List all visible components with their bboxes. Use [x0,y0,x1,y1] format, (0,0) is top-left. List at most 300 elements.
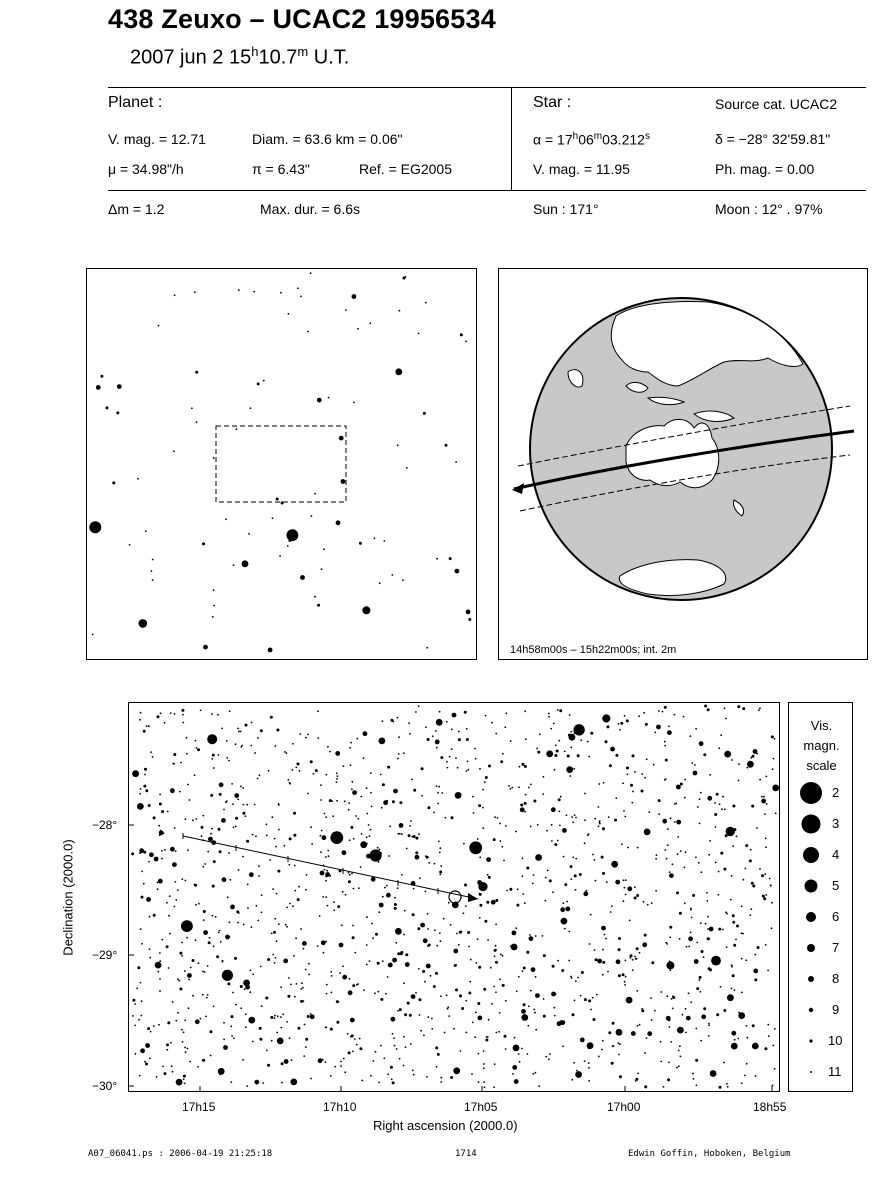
star-dot [302,941,307,946]
star-dot [747,1037,749,1039]
star-dot [305,889,307,891]
star-dot [235,1004,237,1006]
star-dot [701,1014,706,1019]
star-dot [436,945,438,947]
star-dot [403,982,405,984]
star-dot [213,457,215,459]
star-dot [229,921,231,923]
star-dot [292,769,294,771]
star-dot [400,951,403,954]
star-dot [280,1016,282,1018]
star-dot [738,763,740,765]
star-dot [395,928,402,935]
star-dot [551,824,553,826]
star-dot [238,731,240,733]
star-dot [549,1053,551,1055]
star-dot [149,916,151,918]
star-dot [684,779,686,781]
star-dot [447,767,449,769]
star-dot [168,967,170,969]
star-dot [222,877,227,882]
star-dot [520,807,525,812]
star-dot [366,813,368,815]
star-dot [332,815,334,817]
star-dot [711,956,721,966]
star-dot [533,1009,535,1011]
star-dot [177,978,179,980]
star-dot [403,277,406,280]
star-dot [222,960,224,962]
star-dot [542,935,544,937]
star-dot [232,803,234,805]
star-dot [474,1036,476,1038]
star-dot [674,714,676,716]
star-dot [553,1007,555,1009]
star-dot [641,790,644,793]
star-dot [450,924,452,926]
mag-label: 10 [828,1033,843,1048]
star-dot [139,1075,141,1077]
star-dot [145,530,147,532]
star-dot [688,936,693,941]
star-dot [369,835,371,837]
x-tick-label: 18h55 [753,1100,787,1114]
star-dot [700,1040,702,1042]
star-dot [577,754,580,757]
star-dot [731,964,733,966]
star-dot [536,748,538,750]
star-dot [563,856,565,858]
star-dot [718,928,721,931]
star-dot [566,901,568,903]
star-dot [646,1037,648,1039]
star-dot [751,882,754,885]
star-dot [92,634,94,636]
star-dot [274,918,276,920]
star-dot [574,874,577,877]
star-dot [386,800,388,802]
star-dot [666,1016,671,1021]
star-dot [272,954,274,956]
star-dot [352,1051,354,1053]
star-dot [427,738,430,741]
star-dot [436,785,438,787]
star-dot [379,738,386,745]
star-dot [620,722,623,725]
star-dot [771,927,773,929]
star-dot [188,979,190,981]
star-dot [444,1032,446,1034]
star-dot [408,722,410,724]
star-dot [159,834,161,836]
star-dot [383,540,385,542]
star-dot [310,1014,315,1019]
star-dot [356,738,358,740]
star-dot [463,912,465,914]
star-dot [339,972,341,974]
star-dot [305,1038,308,1041]
star-dot [557,840,559,842]
star-dot [392,800,395,803]
star-dot [470,959,472,961]
star-dot [361,833,363,835]
star-dot [282,1013,284,1015]
star-dot [204,971,206,973]
star-dot [237,799,239,801]
star-dot [637,1073,639,1075]
star-dot [217,754,219,756]
star-dot [158,1024,160,1026]
star-dot [630,784,633,787]
star-dot [100,375,103,378]
star-dot [742,707,745,710]
star-dot [258,865,260,867]
star-dot [325,1026,327,1028]
star-dot [438,786,440,788]
star-dot [772,1045,774,1047]
star-dot [446,761,448,763]
star-dot [417,927,420,930]
star-dot [437,803,439,805]
star-dot [375,933,378,936]
x-axis-label: Right ascension (2000.0) [373,1118,518,1133]
star-dot [552,965,555,968]
star-dot [440,865,442,867]
star-dot [709,927,714,932]
star-dot [187,849,189,851]
star-dot [693,771,698,776]
star-dot [181,942,183,944]
star-dot [487,939,489,941]
star-dot [750,908,752,910]
star-dot [635,958,637,960]
star-dot [394,897,396,899]
star-dot [562,902,564,904]
star-dot [192,959,195,962]
star-dot [461,1007,464,1010]
star-dot [480,846,482,848]
star-dot [772,785,779,792]
star-dot [185,880,187,882]
star-dot [300,988,302,990]
star-dot [211,713,213,715]
star-dot [254,804,256,806]
star-dot [477,938,479,940]
star-dot [336,800,338,802]
star-dot [194,884,197,887]
star-dot [526,867,529,870]
star-dot [289,903,291,905]
star-dot [545,1056,547,1058]
mag-dot [800,782,822,804]
star-dot [200,1018,202,1020]
star-dot [208,941,211,944]
star-dot [510,788,512,790]
x-tick-label: 17h00 [607,1100,641,1114]
star-dot [233,827,235,829]
star-dot [724,808,726,810]
star-dot [566,766,573,773]
star-dot [697,806,699,808]
star-dot [523,967,526,970]
star-dot [499,823,501,825]
star-dot [494,1063,496,1065]
star-dot [708,1024,710,1026]
star-dot [545,877,547,879]
star-dot [500,840,502,842]
star-dot [166,1043,169,1046]
star-dot [682,1014,684,1016]
star-dot [580,1038,585,1043]
star-dot [571,1079,573,1081]
star-dot [342,850,347,855]
star-dot [764,1047,767,1050]
star-dot [453,1028,455,1030]
star-dot [157,971,159,973]
star-dot [420,1030,422,1032]
star-dot [674,821,676,823]
star-dot [220,941,222,943]
star-dot [380,774,382,776]
star-dot [584,793,586,795]
star-dot [505,1048,507,1050]
star-dot [250,969,252,971]
star-dot [426,647,428,649]
star-dot [658,799,661,802]
star-dot [403,1036,405,1038]
star-dot [553,723,555,725]
star-dot [173,450,175,452]
star-dot [703,753,706,756]
star-dot [539,733,541,735]
star-dot [330,1028,333,1031]
star-dot [328,855,330,857]
star-dot [276,729,279,732]
star-dot [355,815,357,817]
star-dot [181,878,183,880]
star-dot [195,904,197,906]
star-dot [518,976,520,978]
star-dot [763,796,765,798]
star-dot [340,1061,342,1063]
star-dot [186,937,188,939]
star-dot [397,887,399,889]
star-dot [658,813,660,815]
star-dot [465,905,467,907]
star-dot [411,994,416,999]
star-dot [399,801,402,804]
star-dot [765,894,767,896]
star-dot [329,751,331,753]
star-dot [726,1083,728,1085]
star-dot [606,881,608,883]
star-dot [219,930,221,932]
star-dot [164,1072,167,1075]
star-dot [287,995,290,998]
star-dot [662,711,664,713]
star-dot [325,816,327,818]
star-dot [465,1000,467,1002]
star-dot [528,1005,530,1007]
star-dot [660,1041,662,1043]
star-dot [521,1048,523,1050]
star-dot [175,899,177,901]
star-dot [486,1036,488,1038]
star-dot [446,994,448,996]
star-dot [240,731,242,733]
star-dot [181,920,193,932]
star-dot [493,838,496,841]
star-dot [350,1036,352,1038]
star-dot [158,879,163,884]
star-dot [397,758,399,760]
star-dot [667,844,669,846]
star-dot [336,1001,338,1003]
star-dot [303,948,305,950]
globe-panel [498,268,868,660]
star-dot [329,875,331,877]
star-dot [691,917,693,919]
star-dot [602,714,610,722]
star-dot [732,845,734,847]
star-dot [182,722,184,724]
star-dot [323,548,325,550]
time-suffix: U.T. [308,46,350,69]
star-dot [631,1031,636,1036]
star-dot [465,341,467,343]
star-dot [598,1056,600,1058]
star-dot [535,935,537,937]
star-dot [321,568,323,570]
star-dot [644,777,646,779]
star-dot [366,836,368,838]
star-dot [210,833,212,835]
star-dot [236,428,238,430]
star-dot [278,829,280,831]
star-dot [589,943,591,945]
star-dot [352,294,357,299]
star-dot [678,1030,680,1032]
star-dot [548,1058,550,1060]
star-dot [227,896,229,898]
star-dot [634,886,636,888]
star-dot [665,759,668,762]
star-dot [488,765,491,768]
star-dot [277,1038,284,1045]
star-dot [135,1053,137,1055]
star-dot [251,722,253,724]
star-dot [274,962,276,964]
star-dot [219,850,222,853]
star-dot [677,836,679,838]
star-dot [137,478,139,480]
star-dot [513,1045,520,1052]
star-dot [426,1076,428,1078]
star-dot [319,915,321,917]
star-dot [140,712,142,714]
star-dot [692,894,695,897]
star-dot [688,946,690,948]
star-dot [415,711,417,713]
star-dot [403,1065,405,1067]
star-dot [160,830,162,832]
star-dot [669,961,671,963]
star-dot [615,880,620,885]
star-dot [573,1062,575,1064]
star-dot [326,984,328,986]
star-dot [453,949,458,954]
star-dot [262,1082,264,1084]
star-dot [694,764,696,766]
star-dot [213,1006,215,1008]
star-dot [209,937,211,939]
star-dot [533,874,535,876]
star-dot [601,1049,603,1051]
star-dot [439,847,441,849]
star-dot [412,1070,414,1072]
star-dot [380,998,383,1001]
star-dot [235,743,237,745]
star-dot [161,850,163,852]
star-dot [399,833,401,835]
star-dot [374,992,376,994]
star-dot [580,739,582,741]
star-dot [161,939,163,941]
star-dot [643,712,645,714]
star-dot [530,826,532,828]
star-dot [570,731,572,733]
star-dot [89,521,101,533]
star-dot [627,774,629,776]
star-dot [756,827,758,829]
star-dot [440,940,442,942]
star-dot [159,960,161,962]
star-dot [699,823,701,825]
star-dot [688,992,690,994]
star-dot [159,978,161,980]
star-dot [378,1082,380,1084]
star-dot [164,849,166,851]
star-dot [709,774,711,776]
star-dot [695,1028,697,1030]
star-dot [378,911,380,913]
star-dot [602,974,604,976]
star-dot [720,852,723,855]
star-dot [505,1000,507,1002]
magnitude-dots [789,703,852,1091]
info-top-rule [108,87,866,88]
star-dot [203,645,208,650]
scale-title-3: scale [806,758,837,773]
star-dot [707,796,712,801]
star-dot [381,807,383,809]
star-dot [677,853,679,855]
star-dot [337,905,340,908]
star-dot [604,934,606,936]
star-dot [313,773,315,775]
star-dot [440,1077,442,1079]
star-dot [378,991,380,993]
star-dot [437,792,439,794]
star-dot [496,1032,498,1034]
star-dot [703,956,705,958]
star-dot [512,1073,514,1075]
star-dot [348,880,351,883]
star-dot [719,803,721,805]
star-dot [475,962,477,964]
star-dot [764,873,766,875]
star-dot [625,960,627,962]
